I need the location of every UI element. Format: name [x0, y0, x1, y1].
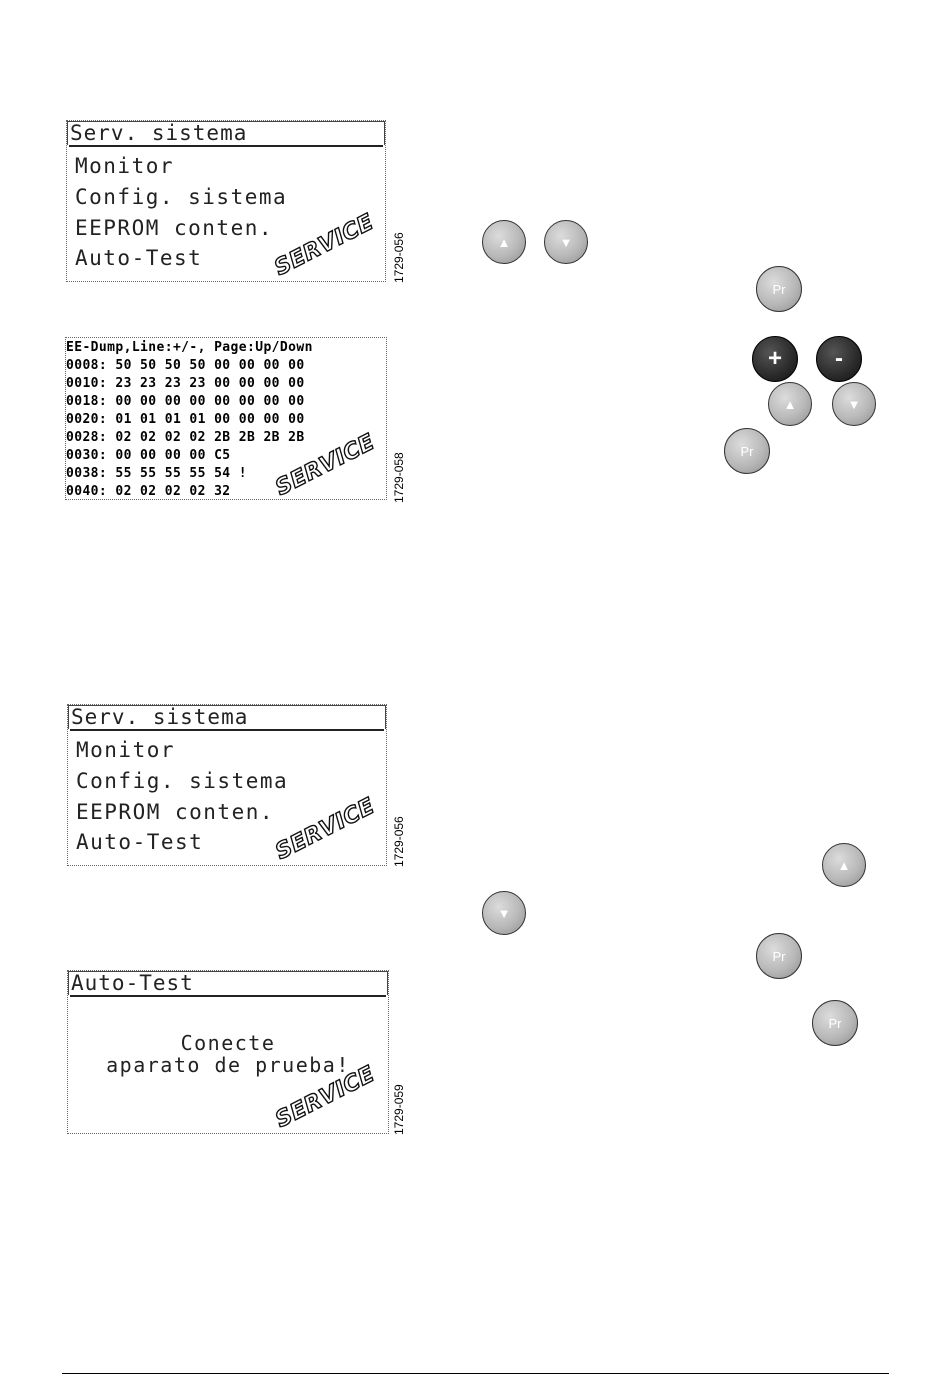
plus-button[interactable] — [752, 336, 798, 382]
dump-line: 0038: 55 55 55 55 54 ! — [66, 466, 247, 481]
screen-title: Serv. sistema — [67, 121, 385, 145]
menu-item-monitor: Monitor — [76, 738, 176, 762]
menu-item-autotest: Auto-Test — [75, 246, 203, 270]
dump-line: 0008: 50 50 50 50 00 00 00 00 — [66, 358, 305, 373]
title-divider — [70, 729, 384, 731]
dump-line: 0018: 00 00 00 00 00 00 00 00 — [66, 394, 305, 409]
minus-icon: - — [835, 345, 843, 372]
up-arrow-button[interactable] — [822, 843, 866, 887]
dump-line: 0040: 02 02 02 02 32 — [66, 484, 239, 499]
up-arrow-button[interactable] — [482, 220, 526, 264]
menu-item-eeprom: EEPROM conten. — [75, 216, 274, 240]
down-arrow-icon: ▼ — [847, 396, 861, 412]
dump-line: 0028: 02 02 02 02 2B 2B 2B 2B — [66, 430, 305, 445]
pr-label: Pr — [828, 1015, 842, 1031]
service-stamp: SERVICE — [271, 1061, 379, 1133]
title-divider — [69, 145, 383, 147]
program-button[interactable] — [724, 428, 770, 474]
up-arrow-icon: ▲ — [837, 857, 851, 873]
program-button[interactable] — [756, 933, 802, 979]
up-arrow-button[interactable] — [768, 382, 812, 426]
service-stamp: SERVICE — [270, 209, 378, 281]
dump-line: 0020: 01 01 01 01 00 00 00 00 — [66, 412, 305, 427]
plus-icon: + — [767, 345, 782, 372]
pr-label: Pr — [772, 948, 786, 964]
service-stamp: SERVICE — [271, 429, 379, 501]
program-button[interactable] — [756, 266, 802, 312]
down-arrow-button[interactable] — [832, 382, 876, 426]
dump-line: 0030: 00 00 00 00 C5 — [66, 448, 239, 463]
screen-title: Serv. sistema — [68, 705, 386, 729]
screen-title: Auto-Test — [68, 971, 388, 995]
down-arrow-button[interactable] — [482, 891, 526, 935]
up-arrow-icon: ▲ — [783, 396, 797, 412]
figure-code: 1729-056 — [392, 232, 406, 283]
dump-header: EE-Dump,Line:+/-, Page:Up/Down — [66, 340, 313, 355]
message-line-1: Conecte — [180, 1031, 276, 1055]
menu-item-config: Config. sistema — [76, 769, 289, 793]
menu-item-autotest: Auto-Test — [76, 830, 204, 854]
up-arrow-icon: ▲ — [497, 234, 511, 250]
dump-line: 0010: 23 23 23 23 00 00 00 00 — [66, 376, 305, 391]
down-arrow-button[interactable] — [544, 220, 588, 264]
message-line-2: aparato de prueba! — [106, 1053, 350, 1077]
menu-item-config: Config. sistema — [75, 185, 288, 209]
down-arrow-icon: ▼ — [559, 234, 573, 250]
menu-item-eeprom: EEPROM conten. — [76, 800, 275, 824]
lcd-screen-eeprom-dump — [65, 337, 387, 500]
lcd-screen-auto-test — [67, 970, 389, 1134]
lcd-screen-service-menu — [66, 120, 386, 282]
service-stamp: SERVICE — [271, 793, 379, 865]
lcd-screen-service-menu — [67, 704, 387, 866]
menu-item-monitor: Monitor — [75, 154, 175, 178]
down-arrow-icon: ▼ — [497, 905, 511, 921]
figure-code: 1729-056 — [392, 816, 406, 867]
pr-label: Pr — [740, 443, 754, 459]
figure-code: 1729-058 — [392, 452, 406, 503]
title-divider — [70, 995, 386, 997]
footer-divider — [62, 1373, 889, 1374]
minus-button[interactable] — [816, 336, 862, 382]
figure-code: 1729-059 — [392, 1084, 406, 1135]
program-button[interactable] — [812, 1000, 858, 1046]
pr-label: Pr — [772, 281, 786, 297]
